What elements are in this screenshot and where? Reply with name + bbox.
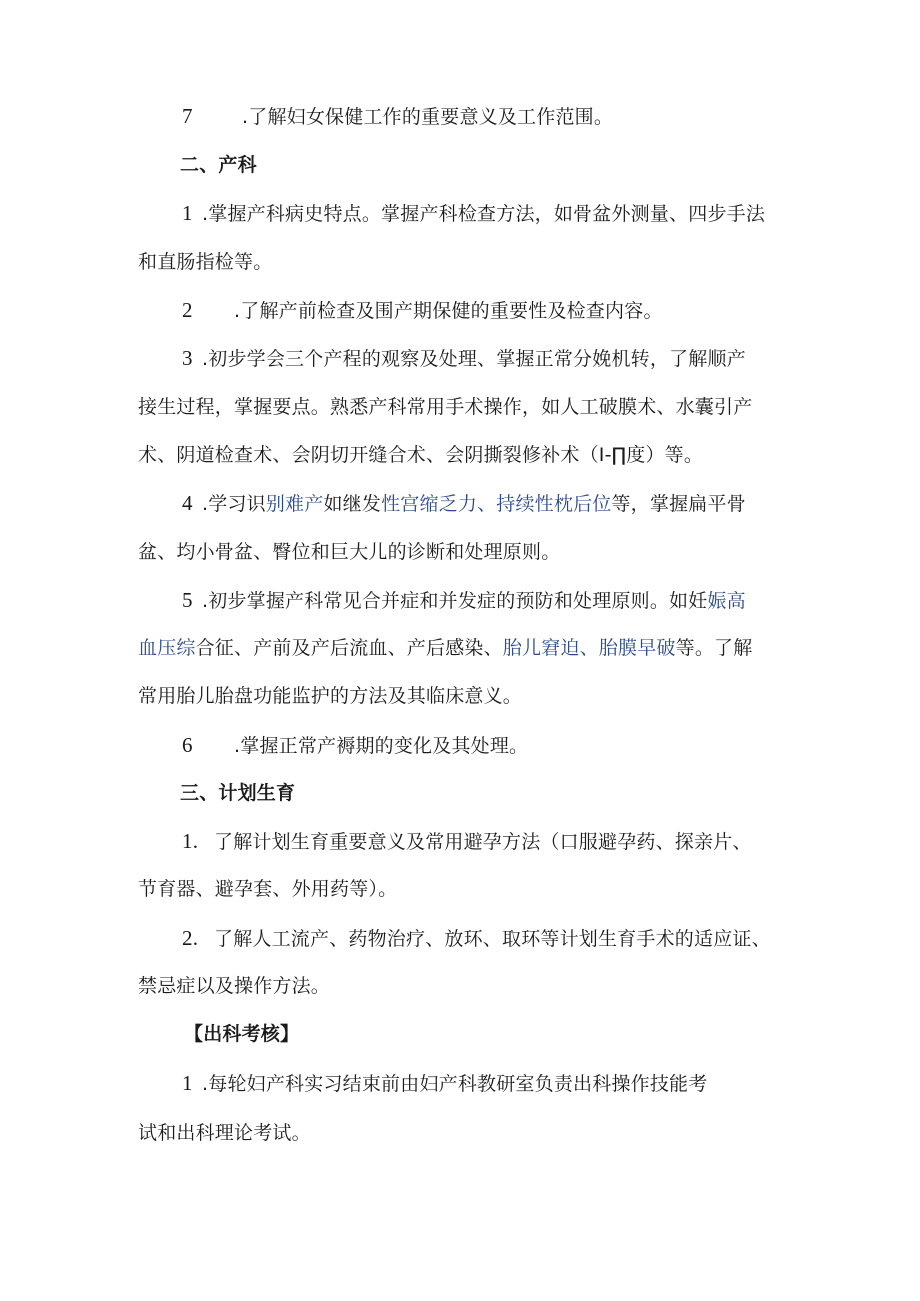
ob-item-1-line-1 [182,201,765,226]
item-text: 、 [477,493,497,515]
item-number: 1. [182,829,199,853]
linked-term[interactable]: 别难产 [265,493,324,515]
linked-term[interactable]: 胎膜早破 [598,637,676,659]
item-number: 7 [182,104,193,128]
ob-item-5-line-3: 常用胎儿胎盘功能监护的方法及其临床意义。 [138,685,523,707]
section-heading-family-planning: 三、计划生育 [180,782,296,804]
ob-item-5-line-2 [138,636,752,660]
ob-item-6 [182,733,528,758]
ob-item-4-line-1 [182,491,746,516]
ob-item-1-line-2: 和直肠指检等。 [138,251,273,273]
linked-term[interactable]: 性宫缩乏力 [381,493,478,515]
fp-item-2-line-1 [182,926,771,951]
item-number: 1 [182,1071,193,1095]
fp-item-2-line-2: 禁忌症以及操作方法。 [138,975,331,997]
ob-item-4-line-2: 盆、均小骨盆、臀位和巨大儿的诊断和处理原则。 [138,541,561,563]
item-number: 5 [182,588,193,612]
item-text: 等。了解 [675,637,753,659]
exam-item-1-line-2: 试和出科理论考试。 [138,1122,311,1144]
item-number: 1 [182,201,193,225]
item-number: 4 [182,491,193,515]
item-text: .学习识 [202,493,266,515]
exam-item-1-line-1 [182,1071,707,1096]
ob-item-5-line-1 [182,588,746,613]
fp-item-1-line-1 [182,829,752,854]
item-7 [182,104,613,129]
item-text: 合征、产前及产后流血、产后感染、 [195,637,503,659]
ob-item-3-line-1 [182,346,746,371]
item-text: .初步掌握产科常见合并症和并发症的预防和处理原则。如妊 [202,590,708,612]
section-heading-obstetrics: 二、产科 [180,154,257,176]
section-heading-exam: 【出科考核】 [184,1023,300,1045]
linked-term[interactable]: 娠高 [707,590,746,612]
fp-item-1-line-2: 节育器、避孕套、外用药等）。 [138,878,398,900]
item-text: 了解人工流产、药物治疗、放环、取环等计划生育手术的适应证、 [214,928,771,950]
item-text: .了解产前检查及围产期保健的重要性及检查内容。 [234,300,663,322]
item-text: 如继发 [323,493,382,515]
item-text: .初步学会三个产程的观察及处理、掌握正常分娩机转，了解顺产 [202,348,746,370]
linked-term[interactable]: 血压综 [138,637,196,659]
item-text: .掌握正常产褥期的变化及其处理。 [234,735,529,757]
item-number: 2. [182,926,199,950]
linked-term[interactable]: 胎儿窘迫 [502,637,580,659]
item-number: 6 [182,733,193,757]
item-number: 3 [182,346,193,370]
item-text: .了解妇女保健工作的重要意义及工作范围。 [242,106,614,128]
item-text: 了解计划生育重要意义及常用避孕方法（口服避孕药、探亲片、 [214,831,752,853]
item-text: .每轮妇产科实习结束前由妇产科教研室负责出科操作技能考 [202,1073,708,1095]
linked-term[interactable]: 持续性枕后位 [496,493,612,515]
item-number: 2 [182,298,193,322]
item-text: .掌握产科病史特点。掌握产科检查方法，如骨盆外测量、四步手法 [202,203,766,225]
item-text: 等，掌握扁平骨 [611,493,746,515]
ob-item-3-line-2: 接生过程，掌握要点。熟悉产科常用手术操作，如人工破膜术、水囊引产 [138,396,753,418]
ob-item-2 [182,298,663,323]
item-text: 、 [579,637,599,659]
ob-item-3-line-3: 术、阴道检查术、会阴切开缝合术、会阴撕裂修补术（I-∏度）等。 [138,444,704,466]
